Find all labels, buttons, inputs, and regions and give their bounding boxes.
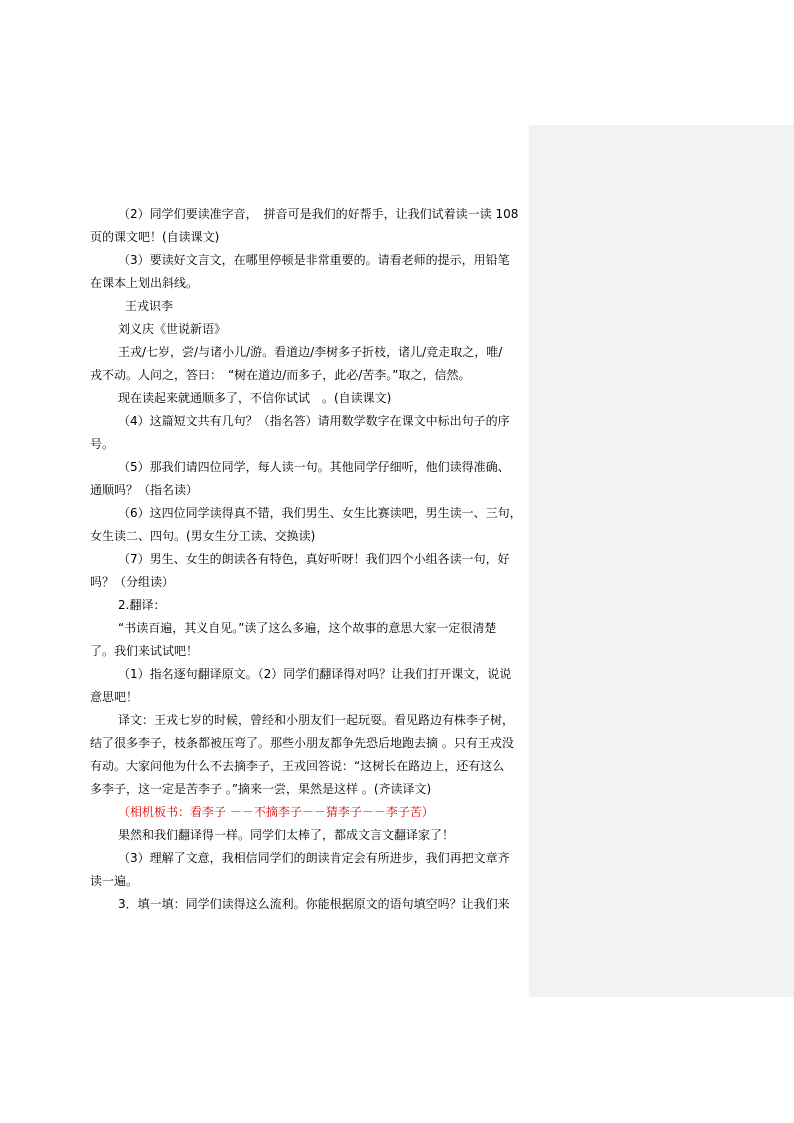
document-body [90, 203, 528, 916]
paragraph-line: 结了很多李子，枝条都被压弯了。那些小朋友都争先恐后地跑去摘 。只有王戎没 [90, 736, 514, 750]
paragraph-line: 刘义庆《世说新语》 [118, 322, 227, 336]
paragraph-line: 通顺吗？（指名读） [90, 483, 199, 497]
paragraph-line: （1）指名逐句翻译原文。（2）同学们翻译得对吗？让我们打开课文，说说 [118, 667, 512, 681]
paragraph-line: 意思吧！ [90, 690, 139, 704]
paragraph-line: 王戎识李 [125, 299, 174, 313]
paragraph-line: 现在读起来就通顺多了，不信你试试 。(自读课文) [118, 391, 392, 405]
comment-pane [529, 125, 794, 997]
paragraph-line: （7）男生、女生的朗读各有特色，真好听呀！我们四个小组各读一句，好 [118, 552, 510, 566]
paragraph-line: （3）要读好文言文，在哪里停顿是非常重要的。请看老师的提示，用铅笔 [118, 253, 510, 267]
paragraph-line: 王戎/七岁，尝/与诸小儿/游。看道边/李树多子折枝，诸儿/竞走取之，唯/ [118, 345, 503, 359]
paragraph-line: 号。 [90, 437, 115, 451]
paragraph-line: （2）同学们要读准字音， 拼音可是我们的好帮手，让我们试着读一读 108 [118, 207, 519, 221]
paragraph-line: 了。我们来试试吧！ [90, 644, 199, 658]
paragraph-line: （相机板书：看李子 －－不摘李子－－猜李子－－李子苦） [118, 805, 434, 819]
paragraph-line: 戎不动。人问之，答曰： “树在道边/而多子，此必/苦李。”取之，信然。 [90, 368, 471, 382]
paragraph-line: （6）这四位同学读得真不错，我们男生、女生比赛读吧，男生读一、三句， [118, 506, 522, 520]
paragraph-line: 页的课文吧！(自读课文) [90, 230, 220, 244]
paragraph-line: 有动。大家问他为什么不去摘李子，王戎回答说：“这树长在路边上，还有这么 [90, 759, 505, 773]
paragraph-line: 女生读二、四句。(男女生分工读、交换读) [90, 529, 316, 543]
paragraph-line: 2.翻译： [118, 598, 166, 612]
paragraph-line: 译文：王戎七岁的时候，曾经和小朋友们一起玩耍。看见路边有株李子树， [118, 713, 515, 727]
paragraph-line: 读一遍。 [90, 874, 139, 888]
paragraph-line: 3．填一填：同学们读得这么流利。你能根据原文的语句填空吗？让我们来 [118, 897, 510, 911]
paragraph-line: （5）那我们请四位同学，每人读一句。其他同学仔细听，他们读得准确、 [118, 460, 510, 474]
paragraph-line: “书读百遍，其义自见。”读了这么多遍，这个故事的意思大家一定很清楚 [118, 621, 497, 635]
paragraph-line: （3）理解了文意，我相信同学们的朗读肯定会有所进步，我们再把文章齐 [118, 851, 510, 865]
paragraph-line: 多李子，这一定是苦李子 。”摘来一尝，果然是这样 。(齐读译文) [90, 782, 432, 796]
paragraph-line: 吗？（分组读） [90, 575, 175, 589]
paragraph-line: （4）这篇短文共有几句？（指名答）请用数学数字在课文中标出句子的序 [118, 414, 510, 428]
paragraph-line: 在课本上划出斜线。 [90, 276, 199, 290]
paragraph-line: 果然和我们翻译得一样。同学们太棒了，都成文言文翻译家了！ [118, 828, 455, 842]
